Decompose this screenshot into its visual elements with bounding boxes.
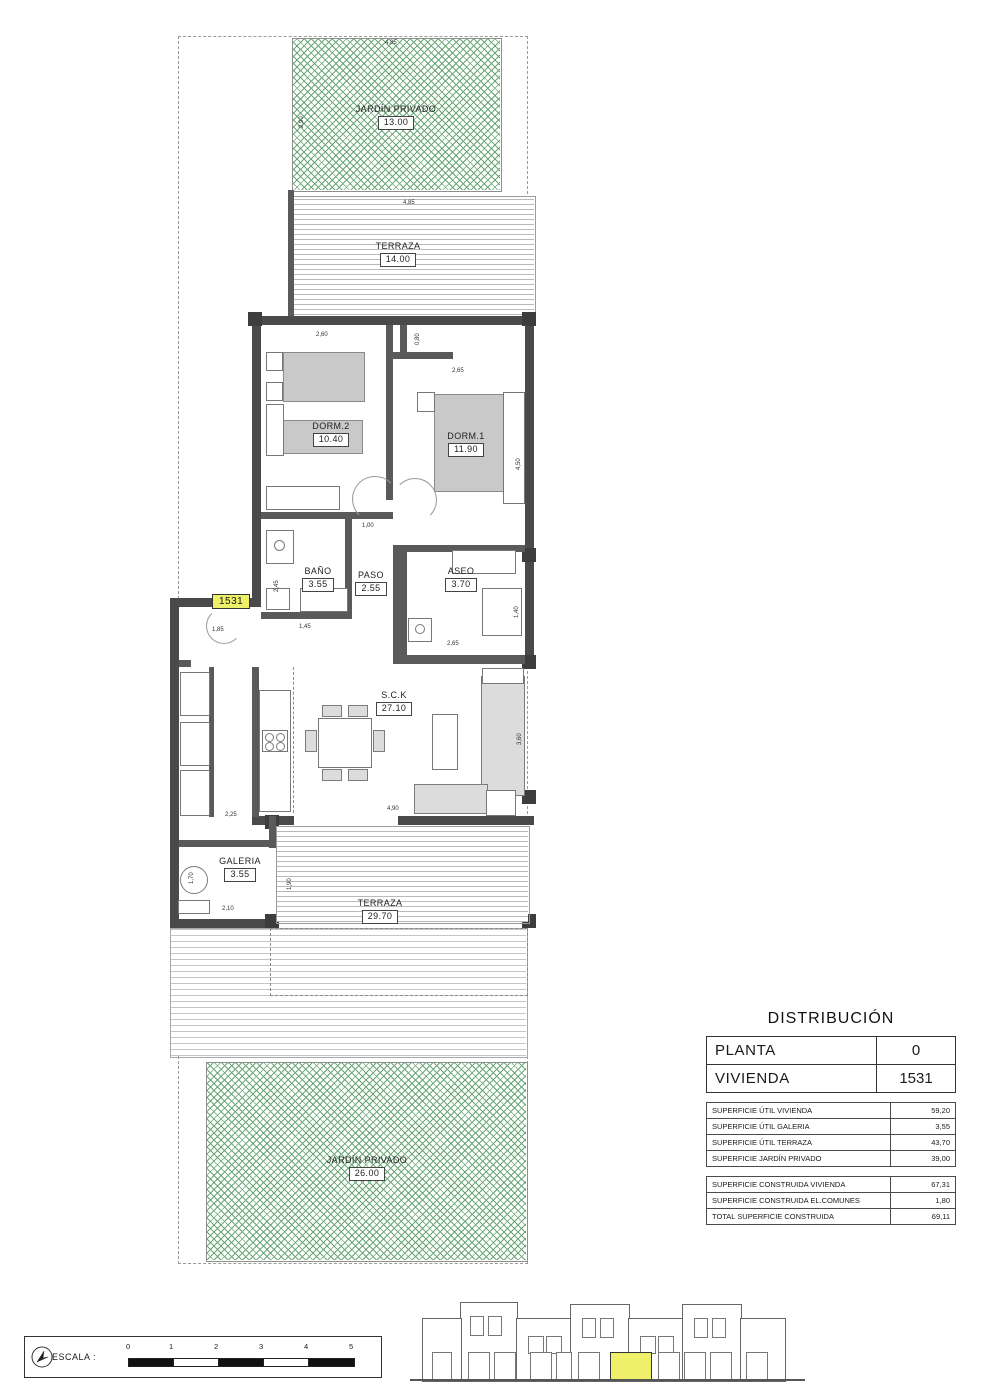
room-name: DORM.1 — [447, 431, 485, 441]
storage-left-bottom — [180, 770, 210, 816]
partition-hall-bottom — [393, 352, 453, 359]
dimension-aseo-right: 1,40 — [514, 606, 520, 618]
room-name: JARDÍN PRIVADO — [355, 104, 437, 114]
room-name: DORM.2 — [312, 421, 350, 431]
room-name: JARDÍN PRIVADO — [326, 1155, 408, 1165]
table-row — [707, 1193, 956, 1209]
dimension-terraza-b-left: 1,90 — [287, 878, 293, 890]
partition-bano-bottom — [261, 612, 352, 619]
row-value: 67,31 — [891, 1177, 956, 1193]
row-key: SUPERFICIE CONSTRUIDA EL.COMUNES — [707, 1193, 891, 1209]
room-area: 3.55 — [224, 868, 255, 882]
elev-window-u1 — [470, 1316, 484, 1336]
room-label-paso — [350, 570, 392, 596]
partition-aseo-bottom — [393, 655, 525, 664]
panel-heading: DISTRIBUCIÓN — [767, 1010, 895, 1027]
elev-window-u4 — [600, 1318, 614, 1338]
room-area: 10.40 — [313, 433, 350, 447]
row-value: 1531 — [877, 1065, 956, 1093]
row-key: VIVIENDA — [707, 1065, 877, 1093]
elev-window-u2 — [488, 1316, 502, 1336]
row-key: SUPERFICIE CONSTRUIDA VIVIENDA — [707, 1177, 891, 1193]
table-row — [707, 1037, 956, 1065]
dining-chair-4 — [348, 769, 368, 781]
elev-window-u5 — [694, 1318, 708, 1338]
desk-dorm2 — [266, 486, 340, 510]
dining-chair-3 — [322, 769, 342, 781]
room-label-dorm2 — [300, 421, 362, 447]
unit-tag-1531: 1531 — [212, 594, 250, 609]
wall-top — [252, 316, 534, 325]
dimension-galeria-left: 1,70 — [189, 872, 195, 884]
unit-identity-table — [706, 1036, 956, 1093]
room-label-terraza-top — [362, 241, 434, 267]
partition-sck-top — [179, 660, 191, 667]
storage-left-top — [180, 672, 210, 716]
building-elevation-thumbnail — [410, 1292, 805, 1380]
hob-burner-2 — [276, 733, 285, 742]
sink-aseo — [415, 624, 425, 634]
row-key: TOTAL SUPERFICIE CONSTRUIDA — [707, 1209, 891, 1225]
table-row — [707, 1135, 956, 1151]
dashed-void-sck — [285, 667, 294, 813]
terrace-top-left-wall — [288, 190, 294, 324]
dimension-entrada: 1,85 — [212, 627, 224, 633]
elev-door-g3 — [494, 1352, 516, 1380]
dimension-garden-left: 2,90 — [299, 116, 305, 128]
room-label-jardin-privado-top — [355, 104, 437, 130]
row-value: 1,80 — [891, 1193, 956, 1209]
scale-segment-5 — [308, 1358, 355, 1367]
elev-highlight-unit-1531 — [610, 1352, 652, 1380]
pillar-tr — [522, 312, 536, 326]
dimension-terraza-top: 4,85 — [403, 200, 415, 206]
row-key: SUPERFICIE ÚTIL GALERIA — [707, 1119, 891, 1135]
elev-door-g2 — [468, 1352, 490, 1380]
room-area: 26.00 — [349, 1167, 386, 1181]
partition-galeria-top — [179, 840, 275, 847]
hob-burner-1 — [265, 733, 274, 742]
row-value: 69,11 — [891, 1209, 956, 1225]
room-name: BAÑO — [304, 566, 332, 576]
console-top — [482, 668, 524, 684]
dimension-sck-bottom: 4,90 — [387, 806, 399, 812]
dimension-hall-top: 0,80 — [415, 333, 421, 345]
room-area: 13.00 — [378, 116, 415, 130]
side-table — [486, 790, 516, 816]
row-value: 43,70 — [891, 1135, 956, 1151]
built-surface-table — [706, 1176, 956, 1225]
dimension-galeria-bottom: 2,10 — [222, 906, 234, 912]
scale-tick-0: 0 — [126, 1342, 131, 1351]
room-name: TERRAZA — [375, 241, 421, 251]
partition-galeria-right — [269, 816, 276, 848]
pillar-tl — [248, 312, 262, 326]
room-label-bano — [292, 566, 344, 592]
scale-segment-3 — [218, 1358, 265, 1367]
partition-paso-right — [393, 552, 400, 664]
room-area: 27.10 — [376, 702, 413, 716]
partition-kitchen-wall — [252, 667, 259, 817]
table-row — [707, 1065, 956, 1093]
north-arrow-icon — [30, 1345, 54, 1369]
elev-door-g10 — [746, 1352, 768, 1380]
table-row — [707, 1103, 956, 1119]
elev-door-g9 — [710, 1352, 732, 1380]
table-row — [707, 1177, 956, 1193]
elev-window-u6 — [712, 1318, 726, 1338]
row-key: PLANTA — [707, 1037, 877, 1065]
dimension-sck-right: 3,60 — [517, 733, 523, 745]
room-label-jardin-privado-bottom — [326, 1155, 408, 1181]
room-name: GALERIA — [219, 856, 261, 866]
hob-burner-3 — [265, 742, 274, 751]
scale-segment-2 — [173, 1358, 220, 1367]
scale-tick-2: 2 — [214, 1342, 219, 1351]
partition-dorm2-right — [386, 325, 393, 500]
distribution-info-panel — [706, 1010, 956, 1225]
sink-bano — [274, 540, 285, 551]
room-area: 2.55 — [355, 582, 386, 596]
dimension-bano-left: 2,45 — [274, 580, 280, 592]
room-area: 14.00 — [380, 253, 417, 267]
useful-surface-table — [706, 1102, 956, 1167]
room-area: 3.70 — [445, 578, 476, 592]
scale-segment-1 — [128, 1358, 175, 1367]
nightstand-dorm1-left — [417, 392, 435, 412]
closet-dorm2 — [266, 404, 284, 456]
elev-door-g4 — [530, 1352, 552, 1380]
row-value: 39,00 — [891, 1151, 956, 1167]
room-area: 3.55 — [302, 578, 333, 592]
scale-tick-1: 1 — [169, 1342, 174, 1351]
room-label-galeria — [208, 856, 272, 882]
wall-left-upper — [252, 316, 261, 598]
row-value: 0 — [877, 1037, 956, 1065]
storage-left-mid — [180, 722, 210, 766]
scale-tick-4: 4 — [304, 1342, 309, 1351]
room-area: 29.70 — [362, 910, 399, 924]
row-value: 59,20 — [891, 1103, 956, 1119]
room-label-terraza-bottom — [344, 898, 416, 924]
dimension-dorm2-top: 2,60 — [316, 332, 328, 338]
sofa-secondary — [414, 784, 488, 814]
dimension-dorm1-top: 2,65 — [452, 368, 464, 374]
wall-bottom-right — [398, 816, 534, 825]
row-key: SUPERFICIE ÚTIL VIVIENDA — [707, 1103, 891, 1119]
row-value: 3,55 — [891, 1119, 956, 1135]
dimension-bano-bottom: 1,45 — [299, 624, 311, 630]
dining-chair-5 — [305, 730, 317, 752]
hob-burner-4 — [276, 742, 285, 751]
elev-ground-line — [410, 1379, 805, 1381]
door-arc-dorm2 — [352, 476, 398, 522]
elev-door-g7 — [658, 1352, 680, 1380]
dining-table — [318, 718, 372, 768]
wall-bottom — [170, 919, 275, 928]
terrace-apron-inner-dashed — [270, 928, 528, 996]
table-row — [707, 1119, 956, 1135]
dimension-aseo-bottom: 2,65 — [447, 641, 459, 647]
dimension-paso: 1,00 — [362, 523, 374, 529]
scale-tick-3: 3 — [259, 1342, 264, 1351]
dimension-galeria-top: 2,25 — [225, 812, 237, 818]
elev-door-g1 — [432, 1352, 452, 1380]
room-label-dorm1 — [435, 431, 497, 457]
dimension-dorm1-right: 4,50 — [516, 458, 522, 470]
wardrobe-dorm1 — [503, 392, 525, 504]
table-row — [707, 1209, 956, 1225]
scale-segment-4 — [263, 1358, 310, 1367]
wall-left-lower — [170, 598, 179, 928]
row-key: SUPERFICIE ÚTIL TERRAZA — [707, 1135, 891, 1151]
dimension-garden-top: 4,85 — [385, 40, 397, 46]
galeria-sink — [178, 900, 210, 914]
elev-door-g8 — [684, 1352, 706, 1380]
room-name: PASO — [358, 570, 384, 580]
row-key: SUPERFICIE JARDÍN PRIVADO — [707, 1151, 891, 1167]
room-name: TERRAZA — [357, 898, 403, 908]
elev-door-g6 — [578, 1352, 600, 1380]
room-name: S.C.K — [381, 690, 407, 700]
dining-chair-1 — [322, 705, 342, 717]
nightstand-dorm2-right — [266, 382, 283, 401]
scale-tick-5: 5 — [349, 1342, 354, 1351]
room-area: 11.90 — [448, 443, 484, 457]
table-row — [707, 1151, 956, 1167]
tv-unit — [432, 714, 458, 770]
room-label-sck — [363, 690, 425, 716]
nightstand-dorm2-left — [266, 352, 283, 371]
elev-window-u3 — [582, 1318, 596, 1338]
dining-chair-6 — [373, 730, 385, 752]
room-name: ASEO — [447, 566, 475, 576]
wall-right — [525, 316, 534, 666]
partition-aseo-left — [400, 552, 407, 662]
scale-label: ESCALA : — [52, 1352, 97, 1362]
door-arc-dorm1 — [393, 478, 437, 522]
bed-dorm2 — [283, 352, 365, 402]
elev-door-g5 — [556, 1352, 572, 1380]
room-label-aseo — [437, 566, 485, 592]
door-arc-entrance — [206, 608, 242, 644]
